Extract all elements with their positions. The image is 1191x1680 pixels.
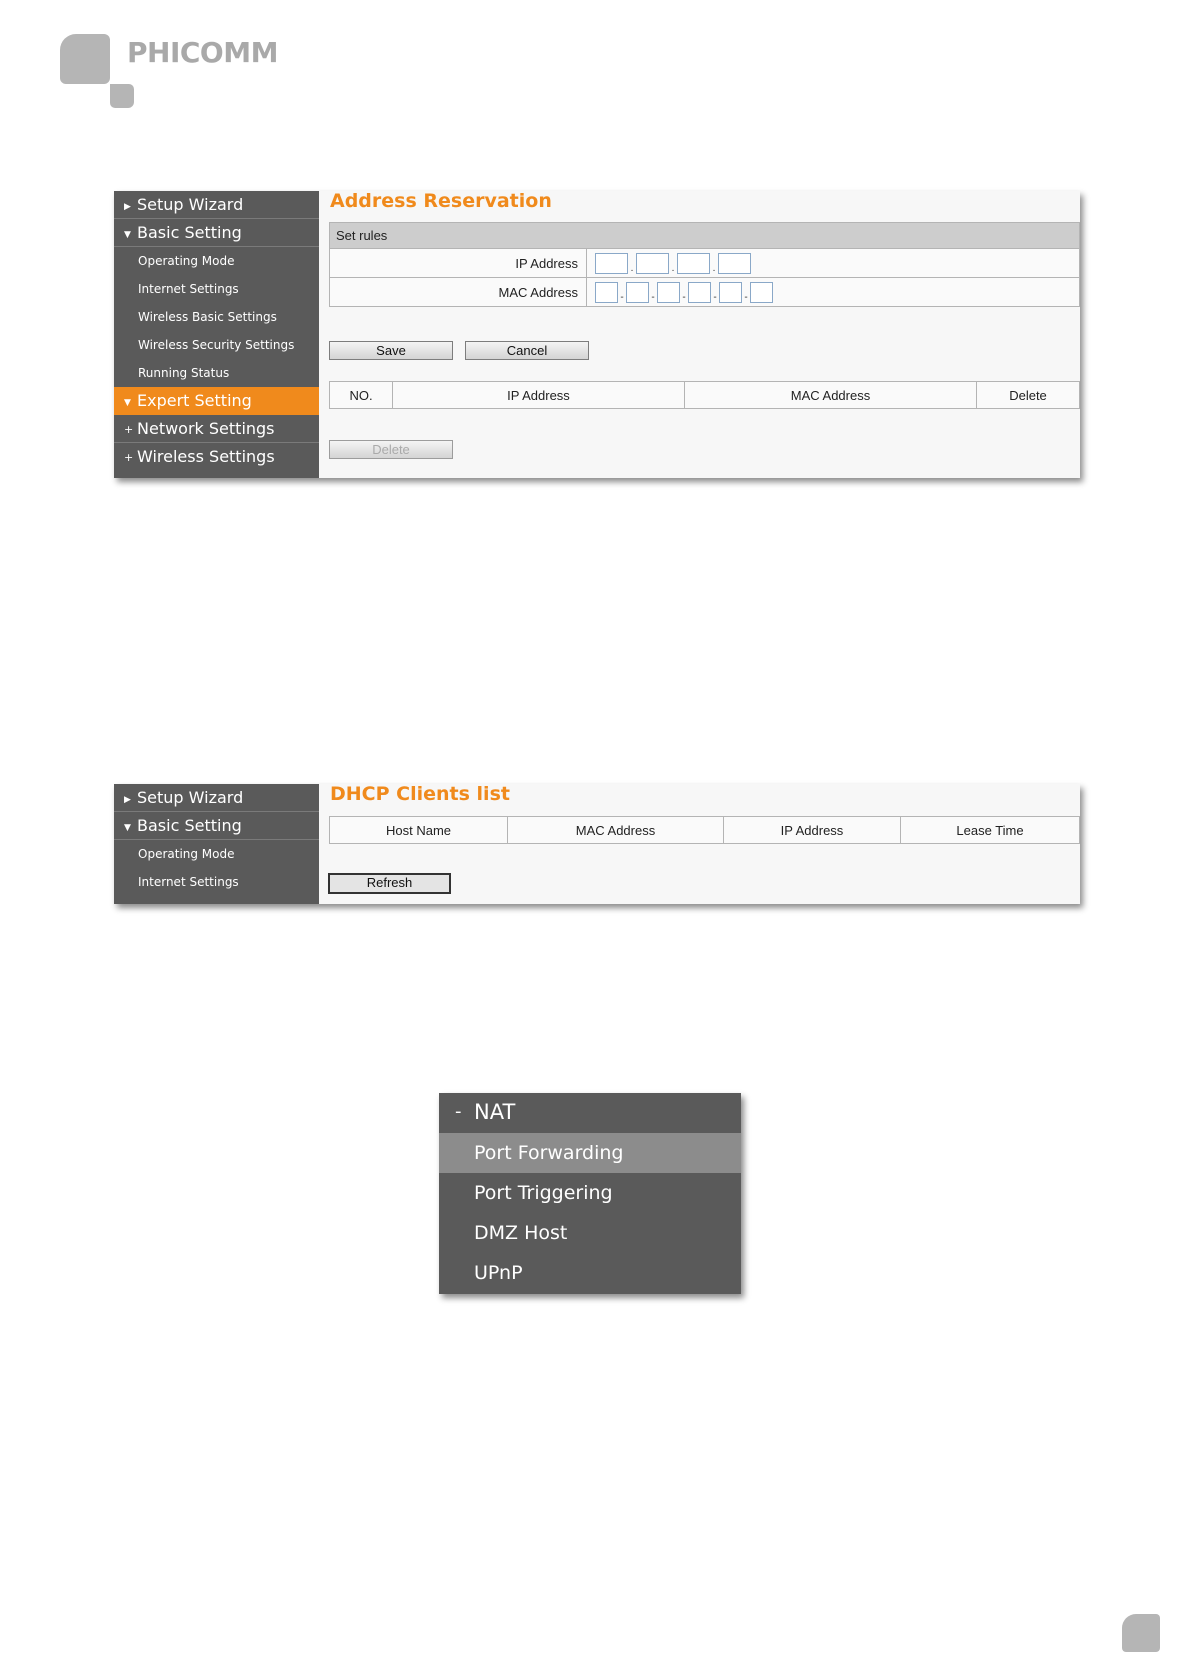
mac-byte-1-input[interactable]: [595, 282, 618, 303]
rules-form: [329, 248, 1080, 307]
nav-label: Setup Wizard: [137, 788, 244, 807]
triangle-down-icon: ▼: [124, 230, 131, 240]
ip-octet-3-input[interactable]: [677, 253, 710, 274]
table-header-row: [330, 817, 1080, 844]
nav-label: Expert Setting: [137, 391, 252, 410]
mac-byte-5-input[interactable]: [719, 282, 742, 303]
ip-octet-2-input[interactable]: [636, 253, 669, 274]
mac-byte-4-input[interactable]: [688, 282, 711, 303]
column-header: Host Name: [330, 817, 508, 844]
dhcp-clients-table: [329, 816, 1080, 844]
phicomm-logo: [60, 34, 300, 114]
dhcp-clients-panel: [114, 784, 1080, 904]
address-reservation-panel: [114, 191, 1080, 478]
refresh-button[interactable]: Refresh: [328, 873, 451, 894]
minus-icon: -: [455, 1101, 462, 1122]
table-header-row: [330, 382, 1080, 409]
nat-menu: [439, 1093, 741, 1294]
reservation-list-table: [329, 381, 1080, 409]
nav-label: Basic Setting: [137, 223, 242, 242]
nav-label: Setup Wizard: [137, 195, 244, 214]
logo-mark: [60, 34, 110, 84]
nav-wireless-security-settings[interactable]: Wireless Security Settings: [138, 338, 295, 352]
ip-separator: .: [630, 262, 634, 274]
triangle-right-icon: ▶: [124, 202, 131, 212]
triangle-right-icon: ▶: [124, 795, 131, 805]
nat-item-port-triggering[interactable]: Port Triggering: [474, 1182, 613, 1204]
column-header: IP Address: [393, 382, 685, 409]
nav-label: Wireless Settings: [137, 447, 275, 466]
nav-wireless-basic-settings[interactable]: Wireless Basic Settings: [138, 310, 277, 324]
mac-separator: -: [744, 291, 748, 303]
mac-byte-3-input[interactable]: [657, 282, 680, 303]
mac-byte-6-input[interactable]: [750, 282, 773, 303]
nat-menu-header[interactable]: [439, 1093, 741, 1133]
column-header: Lease Time: [901, 817, 1080, 844]
logo-text: PHICOMM: [127, 36, 278, 69]
triangle-down-icon: ▼: [124, 823, 131, 833]
nav-expert-setting[interactable]: [114, 387, 319, 415]
delete-button[interactable]: Delete: [329, 440, 453, 459]
nat-item-dmz-host[interactable]: DMZ Host: [474, 1222, 568, 1244]
page-corner-mark: [1122, 1614, 1160, 1652]
column-header: NO.: [330, 382, 393, 409]
nav-label: Network Settings: [137, 419, 275, 438]
page-title: Address Reservation: [330, 190, 552, 212]
sidebar: [114, 191, 319, 478]
mac-separator: -: [651, 291, 655, 303]
nav-operating-mode[interactable]: Operating Mode: [138, 254, 235, 268]
column-header: MAC Address: [685, 382, 977, 409]
nat-menu-header-label: NAT: [474, 1100, 516, 1124]
nav-wireless-settings[interactable]: [114, 443, 319, 471]
nav-internet-settings[interactable]: Internet Settings: [138, 875, 239, 889]
section-header: Set rules: [329, 222, 1080, 249]
page-title: DHCP Clients list: [330, 783, 510, 805]
ip-octet-4-input[interactable]: [718, 253, 751, 274]
nav-network-settings[interactable]: [114, 415, 319, 443]
main-content: [319, 191, 1080, 478]
nav-label: Basic Setting: [137, 816, 242, 835]
nav-running-status[interactable]: Running Status: [138, 366, 230, 380]
column-header: Delete: [977, 382, 1080, 409]
main-content: [319, 784, 1080, 904]
triangle-down-icon: ▼: [124, 398, 131, 408]
mac-address-label: MAC Address: [330, 278, 587, 307]
nat-item-port-forwarding[interactable]: Port Forwarding: [439, 1133, 741, 1173]
nav-setup-wizard[interactable]: [114, 191, 319, 219]
mac-byte-2-input[interactable]: [626, 282, 649, 303]
nav-basic-setting[interactable]: [114, 812, 319, 840]
ip-octet-1-input[interactable]: [595, 253, 628, 274]
column-header: MAC Address: [508, 817, 724, 844]
cancel-button[interactable]: Cancel: [465, 341, 589, 360]
mac-separator: -: [620, 291, 624, 303]
mac-separator: -: [682, 291, 686, 303]
ip-separator: .: [671, 262, 675, 274]
save-button[interactable]: Save: [329, 341, 453, 360]
nav-basic-setting[interactable]: [114, 219, 319, 247]
sidebar: [114, 784, 319, 904]
nav-operating-mode[interactable]: Operating Mode: [138, 847, 235, 861]
ip-separator: .: [712, 262, 716, 274]
column-header: IP Address: [724, 817, 901, 844]
ip-address-fields: [587, 249, 1080, 278]
nav-internet-settings[interactable]: Internet Settings: [138, 282, 239, 296]
mac-separator: -: [713, 291, 717, 303]
nav-setup-wizard[interactable]: [114, 784, 319, 812]
plus-icon: +: [124, 423, 134, 436]
plus-icon: +: [124, 451, 134, 464]
ip-address-label: IP Address: [330, 249, 587, 278]
mac-address-fields: [587, 278, 1080, 307]
logo-mark-small: [110, 84, 134, 108]
nat-item-upnp[interactable]: UPnP: [474, 1262, 523, 1284]
